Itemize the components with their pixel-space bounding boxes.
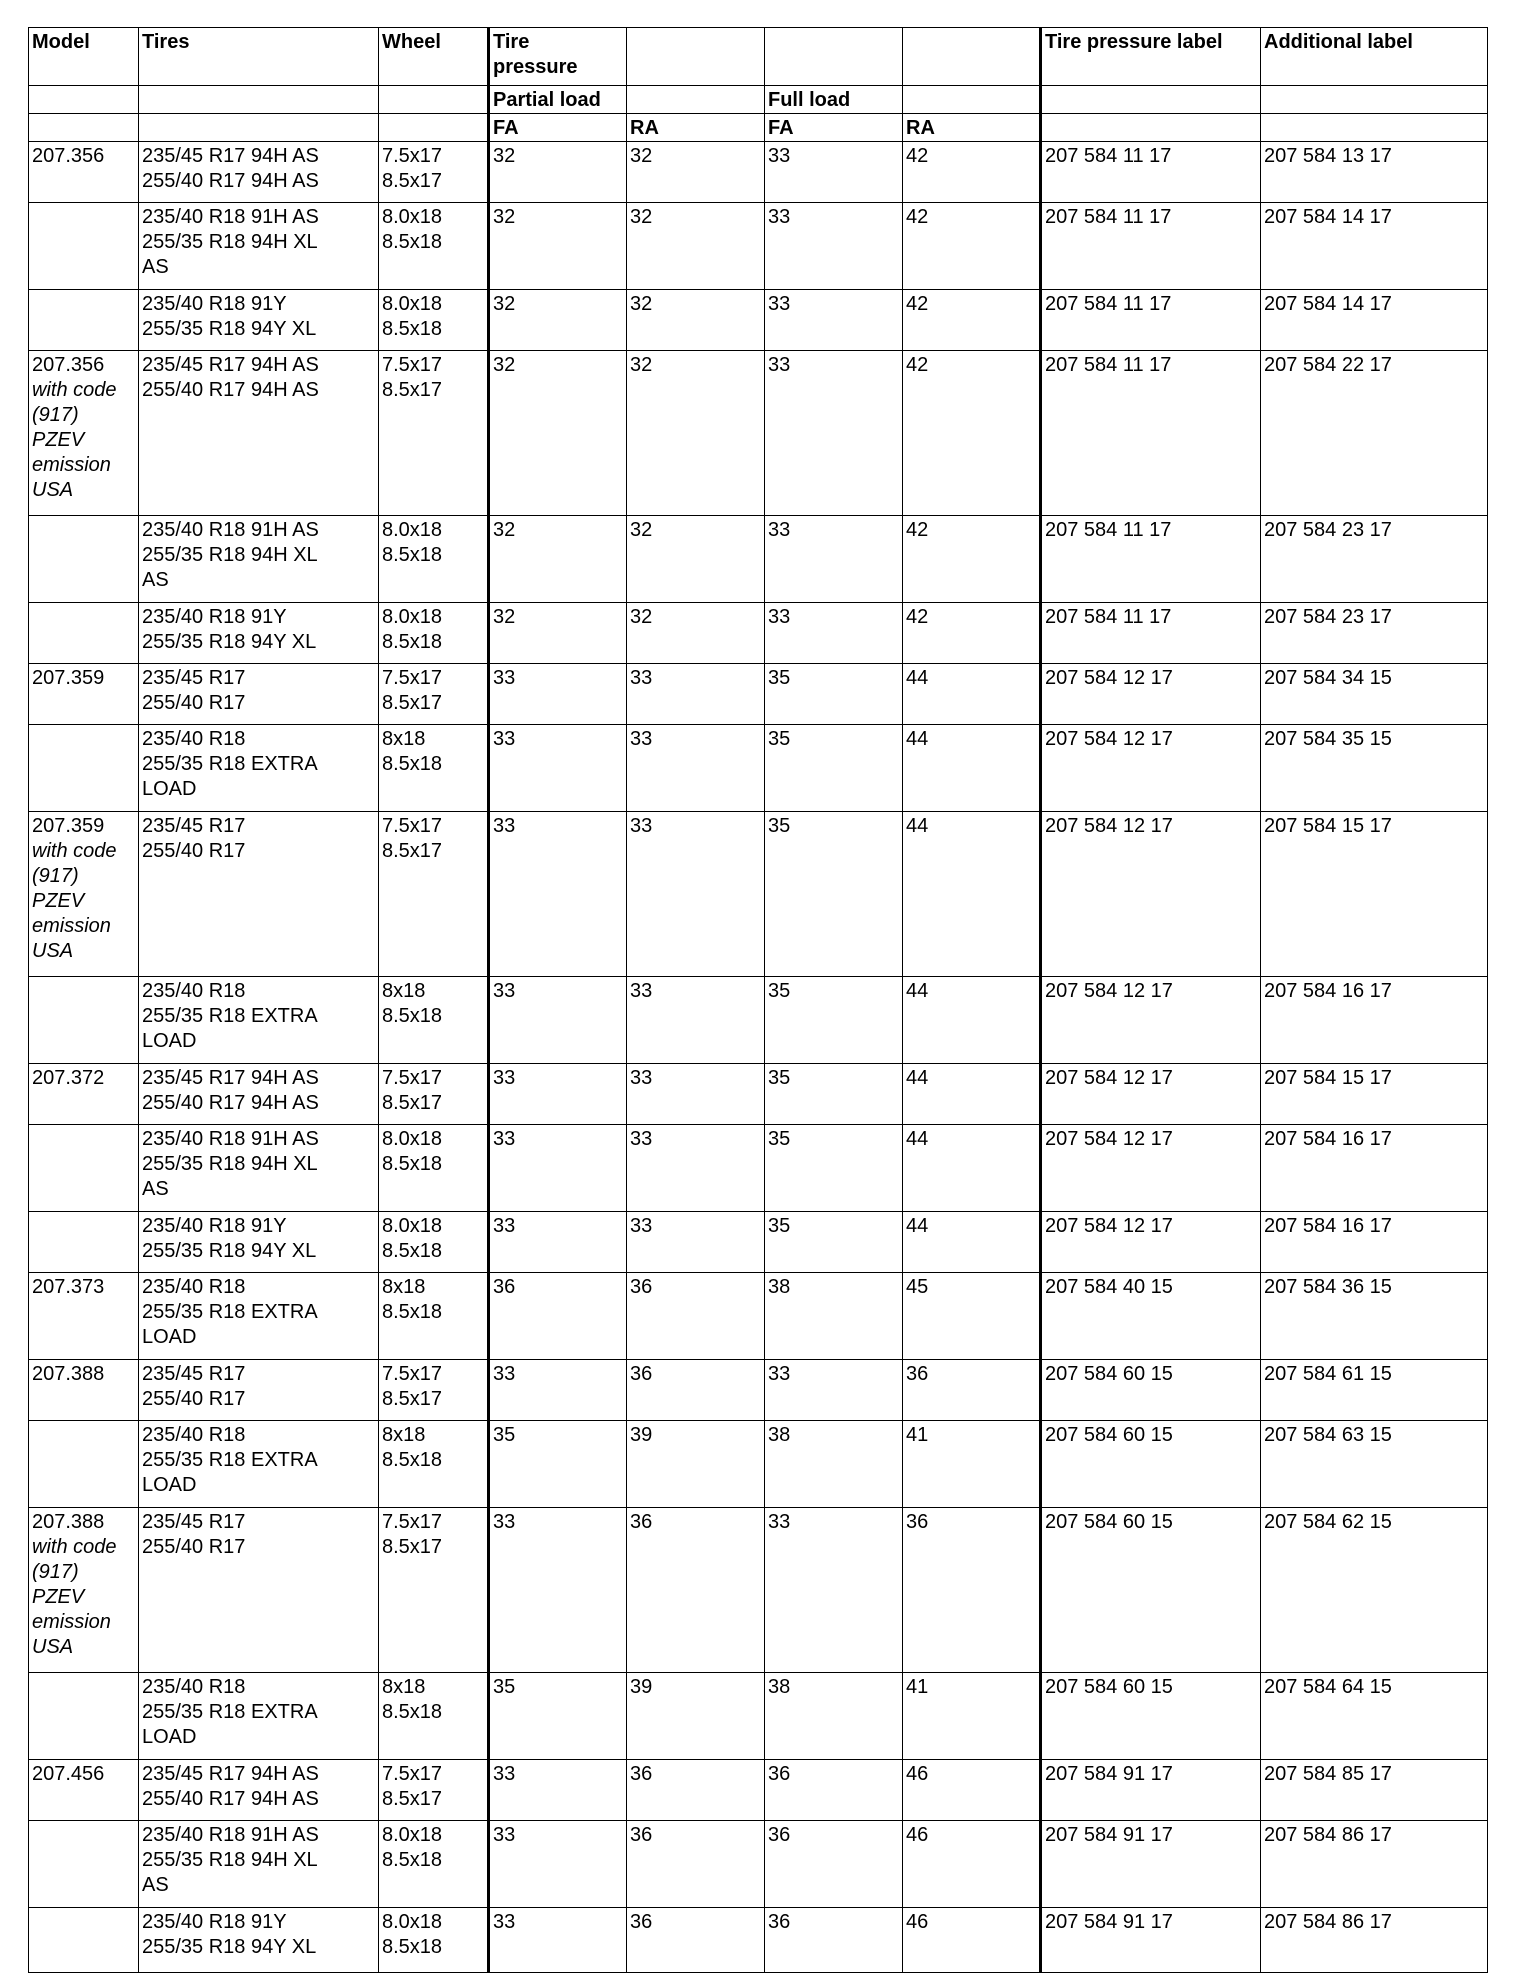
cell-tires: 235/45 R17 94H AS 255/40 R17 94H AS	[139, 1064, 379, 1125]
cell-model	[29, 977, 139, 1064]
cell-additional-label: 207 584 23 17	[1261, 516, 1488, 603]
cell-partial-fa: 32	[489, 516, 627, 603]
cell-partial-ra: 36	[627, 1908, 765, 1973]
header-row-3	[29, 114, 1488, 142]
cell-full-ra: 42	[903, 603, 1041, 664]
cell-tires: 235/40 R18 91Y 255/35 R18 94Y XL	[139, 603, 379, 664]
cell-tire-pressure-label: 207 584 12 17	[1041, 977, 1261, 1064]
cell-partial-fa: 33	[489, 1064, 627, 1125]
cell-partial-fa: 32	[489, 142, 627, 203]
cell-full-ra: 42	[903, 290, 1041, 351]
cell-tire-pressure-label: 207 584 12 17	[1041, 812, 1261, 977]
model-number: 207.388	[32, 1363, 105, 1385]
cell-partial-ra: 36	[627, 1508, 765, 1673]
cell-partial-fa: 32	[489, 290, 627, 351]
cell-model	[29, 1212, 139, 1273]
cell-tire-pressure-label: 207 584 60 15	[1041, 1360, 1261, 1421]
cell-additional-label: 207 584 22 17	[1261, 351, 1488, 516]
cell-full-ra: 44	[903, 725, 1041, 812]
cell-full-ra: 46	[903, 1760, 1041, 1821]
cell-partial-ra: 32	[627, 203, 765, 290]
cell-partial-fa: 35	[489, 1673, 627, 1760]
cell-full-ra: 41	[903, 1421, 1041, 1508]
cell-additional-label: 207 584 23 17	[1261, 603, 1488, 664]
cell-partial-fa: 36	[489, 1273, 627, 1360]
cell-additional-label: 207 584 63 15	[1261, 1421, 1488, 1508]
model-number: 207.356	[32, 354, 105, 376]
cell-tires: 235/40 R18 91H AS 255/35 R18 94H XL AS	[139, 1821, 379, 1908]
cell-tires: 235/40 R18 255/35 R18 EXTRA LOAD	[139, 1421, 379, 1508]
cell-tires: 235/45 R17 94H AS 255/40 R17 94H AS	[139, 1760, 379, 1821]
header-full-fa: FA	[765, 114, 903, 142]
cell-partial-ra: 32	[627, 290, 765, 351]
cell-full-fa: 35	[765, 977, 903, 1064]
cell-tire-pressure-label: 207 584 12 17	[1041, 1064, 1261, 1125]
model-number: 207.356	[32, 145, 105, 167]
table-row	[29, 203, 1488, 290]
table-row	[29, 1273, 1488, 1360]
cell-tire-pressure-label: 207 584 40 15	[1041, 1273, 1261, 1360]
cell-partial-fa: 33	[489, 1212, 627, 1273]
model-note: with code (917) PZEV emission USA	[32, 840, 117, 962]
cell-additional-label: 207 584 14 17	[1261, 290, 1488, 351]
cell-partial-fa: 35	[489, 1421, 627, 1508]
cell-wheel: 8.0x18 8.5x18	[379, 1212, 489, 1273]
cell-partial-fa: 32	[489, 603, 627, 664]
cell-full-fa: 33	[765, 1508, 903, 1673]
cell-partial-ra: 36	[627, 1760, 765, 1821]
cell-full-fa: 36	[765, 1760, 903, 1821]
header-partial-fa: FA	[489, 114, 627, 142]
model-number: 207.388	[32, 1511, 105, 1533]
cell-model	[29, 1421, 139, 1508]
header-tire-pressure-label: Tire pressure label	[1041, 28, 1261, 86]
cell-full-ra: 44	[903, 1064, 1041, 1125]
cell-model	[29, 1125, 139, 1212]
cell-wheel: 8x18 8.5x18	[379, 1421, 489, 1508]
cell-additional-label: 207 584 15 17	[1261, 812, 1488, 977]
cell-tires: 235/45 R17 255/40 R17	[139, 664, 379, 725]
cell-additional-label: 207 584 85 17	[1261, 1760, 1488, 1821]
table-row	[29, 1821, 1488, 1908]
cell-tires: 235/40 R18 255/35 R18 EXTRA LOAD	[139, 1273, 379, 1360]
cell-model	[29, 1508, 139, 1673]
cell-full-ra: 44	[903, 664, 1041, 725]
model-number: 207.359	[32, 667, 105, 689]
cell-tire-pressure-label: 207 584 12 17	[1041, 1212, 1261, 1273]
cell-full-fa: 33	[765, 351, 903, 516]
table-row	[29, 725, 1488, 812]
cell-wheel: 7.5x17 8.5x17	[379, 1760, 489, 1821]
model-note: with code (917) PZEV emission USA	[32, 1536, 117, 1658]
cell-tires: 235/45 R17 255/40 R17	[139, 1508, 379, 1673]
header-blank	[1041, 114, 1261, 142]
cell-model	[29, 812, 139, 977]
header-row-2	[29, 86, 1488, 114]
cell-tire-pressure-label: 207 584 11 17	[1041, 203, 1261, 290]
cell-partial-ra: 33	[627, 1064, 765, 1125]
table-row	[29, 1908, 1488, 1973]
cell-model	[29, 664, 139, 725]
header-blank	[379, 114, 489, 142]
cell-tires: 235/45 R17 255/40 R17	[139, 812, 379, 977]
cell-partial-ra: 36	[627, 1360, 765, 1421]
table-row	[29, 351, 1488, 516]
cell-model	[29, 1760, 139, 1821]
cell-full-ra: 44	[903, 1125, 1041, 1212]
cell-additional-label: 207 584 61 15	[1261, 1360, 1488, 1421]
table-row	[29, 977, 1488, 1064]
cell-full-ra: 41	[903, 1673, 1041, 1760]
table-header	[29, 28, 1488, 142]
header-blank	[903, 86, 1041, 114]
cell-wheel: 7.5x17 8.5x17	[379, 664, 489, 725]
cell-full-ra: 42	[903, 203, 1041, 290]
model-number: 207.372	[32, 1067, 105, 1089]
cell-full-fa: 33	[765, 516, 903, 603]
cell-additional-label: 207 584 34 15	[1261, 664, 1488, 725]
header-blank	[379, 86, 489, 114]
cell-full-ra: 46	[903, 1821, 1041, 1908]
header-blank	[903, 28, 1041, 86]
table-row	[29, 664, 1488, 725]
header-full-load: Full load	[765, 86, 903, 114]
cell-full-fa: 33	[765, 603, 903, 664]
cell-full-fa: 36	[765, 1908, 903, 1973]
cell-wheel: 8.0x18 8.5x18	[379, 1125, 489, 1212]
header-tire-pressure: Tire pressure	[489, 28, 627, 86]
cell-full-ra: 42	[903, 142, 1041, 203]
cell-partial-ra: 32	[627, 142, 765, 203]
tire-pressure-table	[28, 27, 1488, 1973]
table-row	[29, 1212, 1488, 1273]
header-blank	[627, 86, 765, 114]
table-row	[29, 1421, 1488, 1508]
cell-model	[29, 1908, 139, 1973]
cell-tires: 235/40 R18 91H AS 255/35 R18 94H XL AS	[139, 203, 379, 290]
cell-wheel: 8x18 8.5x18	[379, 977, 489, 1064]
cell-partial-fa: 33	[489, 812, 627, 977]
cell-full-fa: 35	[765, 1125, 903, 1212]
cell-partial-fa: 33	[489, 977, 627, 1064]
cell-wheel: 8.0x18 8.5x18	[379, 1821, 489, 1908]
cell-partial-fa: 33	[489, 1821, 627, 1908]
table-row	[29, 1125, 1488, 1212]
cell-tires: 235/40 R18 91Y 255/35 R18 94Y XL	[139, 1908, 379, 1973]
cell-tire-pressure-label: 207 584 11 17	[1041, 290, 1261, 351]
cell-full-ra: 42	[903, 351, 1041, 516]
cell-tires: 235/40 R18 255/35 R18 EXTRA LOAD	[139, 977, 379, 1064]
cell-tires: 235/40 R18 255/35 R18 EXTRA LOAD	[139, 725, 379, 812]
cell-tire-pressure-label: 207 584 60 15	[1041, 1508, 1261, 1673]
header-wheel: Wheel	[379, 28, 489, 86]
cell-wheel: 8.0x18 8.5x18	[379, 203, 489, 290]
cell-partial-fa: 33	[489, 664, 627, 725]
cell-full-ra: 36	[903, 1360, 1041, 1421]
cell-partial-ra: 32	[627, 516, 765, 603]
header-blank	[29, 86, 139, 114]
cell-partial-ra: 32	[627, 603, 765, 664]
header-row-1	[29, 28, 1488, 86]
table-row	[29, 1064, 1488, 1125]
cell-full-fa: 38	[765, 1673, 903, 1760]
cell-full-ra: 46	[903, 1908, 1041, 1973]
header-blank	[1261, 114, 1488, 142]
cell-full-fa: 35	[765, 1212, 903, 1273]
cell-full-fa: 35	[765, 812, 903, 977]
table-row	[29, 1673, 1488, 1760]
cell-partial-fa: 33	[489, 1508, 627, 1673]
cell-wheel: 7.5x17 8.5x17	[379, 1360, 489, 1421]
cell-wheel: 7.5x17 8.5x17	[379, 1064, 489, 1125]
table-row	[29, 603, 1488, 664]
cell-model	[29, 1360, 139, 1421]
cell-full-fa: 33	[765, 1360, 903, 1421]
cell-full-fa: 36	[765, 1821, 903, 1908]
cell-full-fa: 35	[765, 664, 903, 725]
cell-additional-label: 207 584 86 17	[1261, 1821, 1488, 1908]
cell-tire-pressure-label: 207 584 11 17	[1041, 142, 1261, 203]
model-number: 207.456	[32, 1763, 105, 1785]
cell-partial-ra: 33	[627, 1212, 765, 1273]
cell-tire-pressure-label: 207 584 12 17	[1041, 1125, 1261, 1212]
cell-full-fa: 35	[765, 1064, 903, 1125]
cell-partial-ra: 33	[627, 1125, 765, 1212]
cell-partial-ra: 36	[627, 1821, 765, 1908]
cell-model	[29, 1273, 139, 1360]
cell-additional-label: 207 584 36 15	[1261, 1273, 1488, 1360]
header-full-ra: RA	[903, 114, 1041, 142]
cell-wheel: 8.0x18 8.5x18	[379, 1908, 489, 1973]
cell-tires: 235/40 R18 255/35 R18 EXTRA LOAD	[139, 1673, 379, 1760]
table-row	[29, 1360, 1488, 1421]
table-row	[29, 812, 1488, 977]
cell-tires: 235/40 R18 91H AS 255/35 R18 94H XL AS	[139, 516, 379, 603]
cell-tire-pressure-label: 207 584 91 17	[1041, 1760, 1261, 1821]
header-partial-ra: RA	[627, 114, 765, 142]
cell-wheel: 8x18 8.5x18	[379, 725, 489, 812]
cell-tire-pressure-label: 207 584 91 17	[1041, 1908, 1261, 1973]
cell-wheel: 8.0x18 8.5x18	[379, 603, 489, 664]
cell-partial-fa: 33	[489, 1360, 627, 1421]
cell-tires: 235/40 R18 91Y 255/35 R18 94Y XL	[139, 1212, 379, 1273]
cell-additional-label: 207 584 64 15	[1261, 1673, 1488, 1760]
cell-tire-pressure-label: 207 584 60 15	[1041, 1421, 1261, 1508]
cell-tires: 235/40 R18 91Y 255/35 R18 94Y XL	[139, 290, 379, 351]
cell-additional-label: 207 584 14 17	[1261, 203, 1488, 290]
cell-tire-pressure-label: 207 584 12 17	[1041, 664, 1261, 725]
cell-full-ra: 44	[903, 977, 1041, 1064]
cell-full-fa: 35	[765, 725, 903, 812]
table-row	[29, 142, 1488, 203]
cell-additional-label: 207 584 16 17	[1261, 977, 1488, 1064]
cell-partial-ra: 33	[627, 664, 765, 725]
cell-additional-label: 207 584 15 17	[1261, 1064, 1488, 1125]
header-blank	[1261, 86, 1488, 114]
cell-partial-fa: 32	[489, 351, 627, 516]
cell-partial-fa: 33	[489, 1908, 627, 1973]
cell-full-ra: 36	[903, 1508, 1041, 1673]
cell-partial-ra: 39	[627, 1673, 765, 1760]
cell-tire-pressure-label: 207 584 11 17	[1041, 351, 1261, 516]
cell-model	[29, 142, 139, 203]
cell-model	[29, 1673, 139, 1760]
cell-model	[29, 603, 139, 664]
cell-partial-ra: 33	[627, 977, 765, 1064]
header-blank	[139, 114, 379, 142]
cell-additional-label: 207 584 86 17	[1261, 1908, 1488, 1973]
cell-additional-label: 207 584 13 17	[1261, 142, 1488, 203]
cell-tire-pressure-label: 207 584 11 17	[1041, 516, 1261, 603]
cell-additional-label: 207 584 62 15	[1261, 1508, 1488, 1673]
cell-full-fa: 38	[765, 1273, 903, 1360]
table-row	[29, 1760, 1488, 1821]
model-note: with code (917) PZEV emission USA	[32, 379, 117, 501]
cell-full-fa: 38	[765, 1421, 903, 1508]
cell-tire-pressure-label: 207 584 11 17	[1041, 603, 1261, 664]
cell-wheel: 8x18 8.5x18	[379, 1273, 489, 1360]
cell-tires: 235/45 R17 94H AS 255/40 R17 94H AS	[139, 142, 379, 203]
cell-model	[29, 203, 139, 290]
cell-wheel: 7.5x17 8.5x17	[379, 812, 489, 977]
cell-model	[29, 1064, 139, 1125]
cell-wheel: 8x18 8.5x18	[379, 1673, 489, 1760]
model-number: 207.359	[32, 815, 105, 837]
header-blank	[627, 28, 765, 86]
table-body	[29, 142, 1488, 1973]
cell-tires: 235/40 R18 91H AS 255/35 R18 94H XL AS	[139, 1125, 379, 1212]
cell-additional-label: 207 584 35 15	[1261, 725, 1488, 812]
cell-full-ra: 44	[903, 812, 1041, 977]
cell-partial-ra: 32	[627, 351, 765, 516]
table-row	[29, 516, 1488, 603]
cell-model	[29, 290, 139, 351]
cell-tire-pressure-label: 207 584 91 17	[1041, 1821, 1261, 1908]
cell-full-ra: 44	[903, 1212, 1041, 1273]
cell-wheel: 7.5x17 8.5x17	[379, 1508, 489, 1673]
cell-partial-fa: 33	[489, 1760, 627, 1821]
cell-partial-ra: 36	[627, 1273, 765, 1360]
table-row	[29, 290, 1488, 351]
cell-partial-fa: 32	[489, 203, 627, 290]
cell-model	[29, 351, 139, 516]
model-number: 207.373	[32, 1276, 105, 1298]
table-row	[29, 1508, 1488, 1673]
cell-model	[29, 1821, 139, 1908]
cell-partial-fa: 33	[489, 725, 627, 812]
cell-wheel: 8.0x18 8.5x18	[379, 516, 489, 603]
header-model: Model	[29, 28, 139, 86]
cell-tires: 235/45 R17 255/40 R17	[139, 1360, 379, 1421]
cell-full-fa: 33	[765, 142, 903, 203]
cell-additional-label: 207 584 16 17	[1261, 1125, 1488, 1212]
cell-wheel: 8.0x18 8.5x18	[379, 290, 489, 351]
cell-tire-pressure-label: 207 584 60 15	[1041, 1673, 1261, 1760]
header-blank	[29, 114, 139, 142]
cell-full-fa: 33	[765, 290, 903, 351]
cell-model	[29, 516, 139, 603]
cell-wheel: 7.5x17 8.5x17	[379, 142, 489, 203]
header-blank	[139, 86, 379, 114]
cell-partial-ra: 39	[627, 1421, 765, 1508]
header-blank	[765, 28, 903, 86]
cell-model	[29, 725, 139, 812]
cell-partial-ra: 33	[627, 725, 765, 812]
cell-partial-fa: 33	[489, 1125, 627, 1212]
cell-wheel: 7.5x17 8.5x17	[379, 351, 489, 516]
header-tires: Tires	[139, 28, 379, 86]
header-blank	[1041, 86, 1261, 114]
cell-additional-label: 207 584 16 17	[1261, 1212, 1488, 1273]
cell-full-ra: 45	[903, 1273, 1041, 1360]
header-partial-load: Partial load	[489, 86, 627, 114]
cell-full-ra: 42	[903, 516, 1041, 603]
cell-tires: 235/45 R17 94H AS 255/40 R17 94H AS	[139, 351, 379, 516]
header-additional-label: Additional label	[1261, 28, 1488, 86]
cell-partial-ra: 33	[627, 812, 765, 977]
cell-tire-pressure-label: 207 584 12 17	[1041, 725, 1261, 812]
cell-full-fa: 33	[765, 203, 903, 290]
